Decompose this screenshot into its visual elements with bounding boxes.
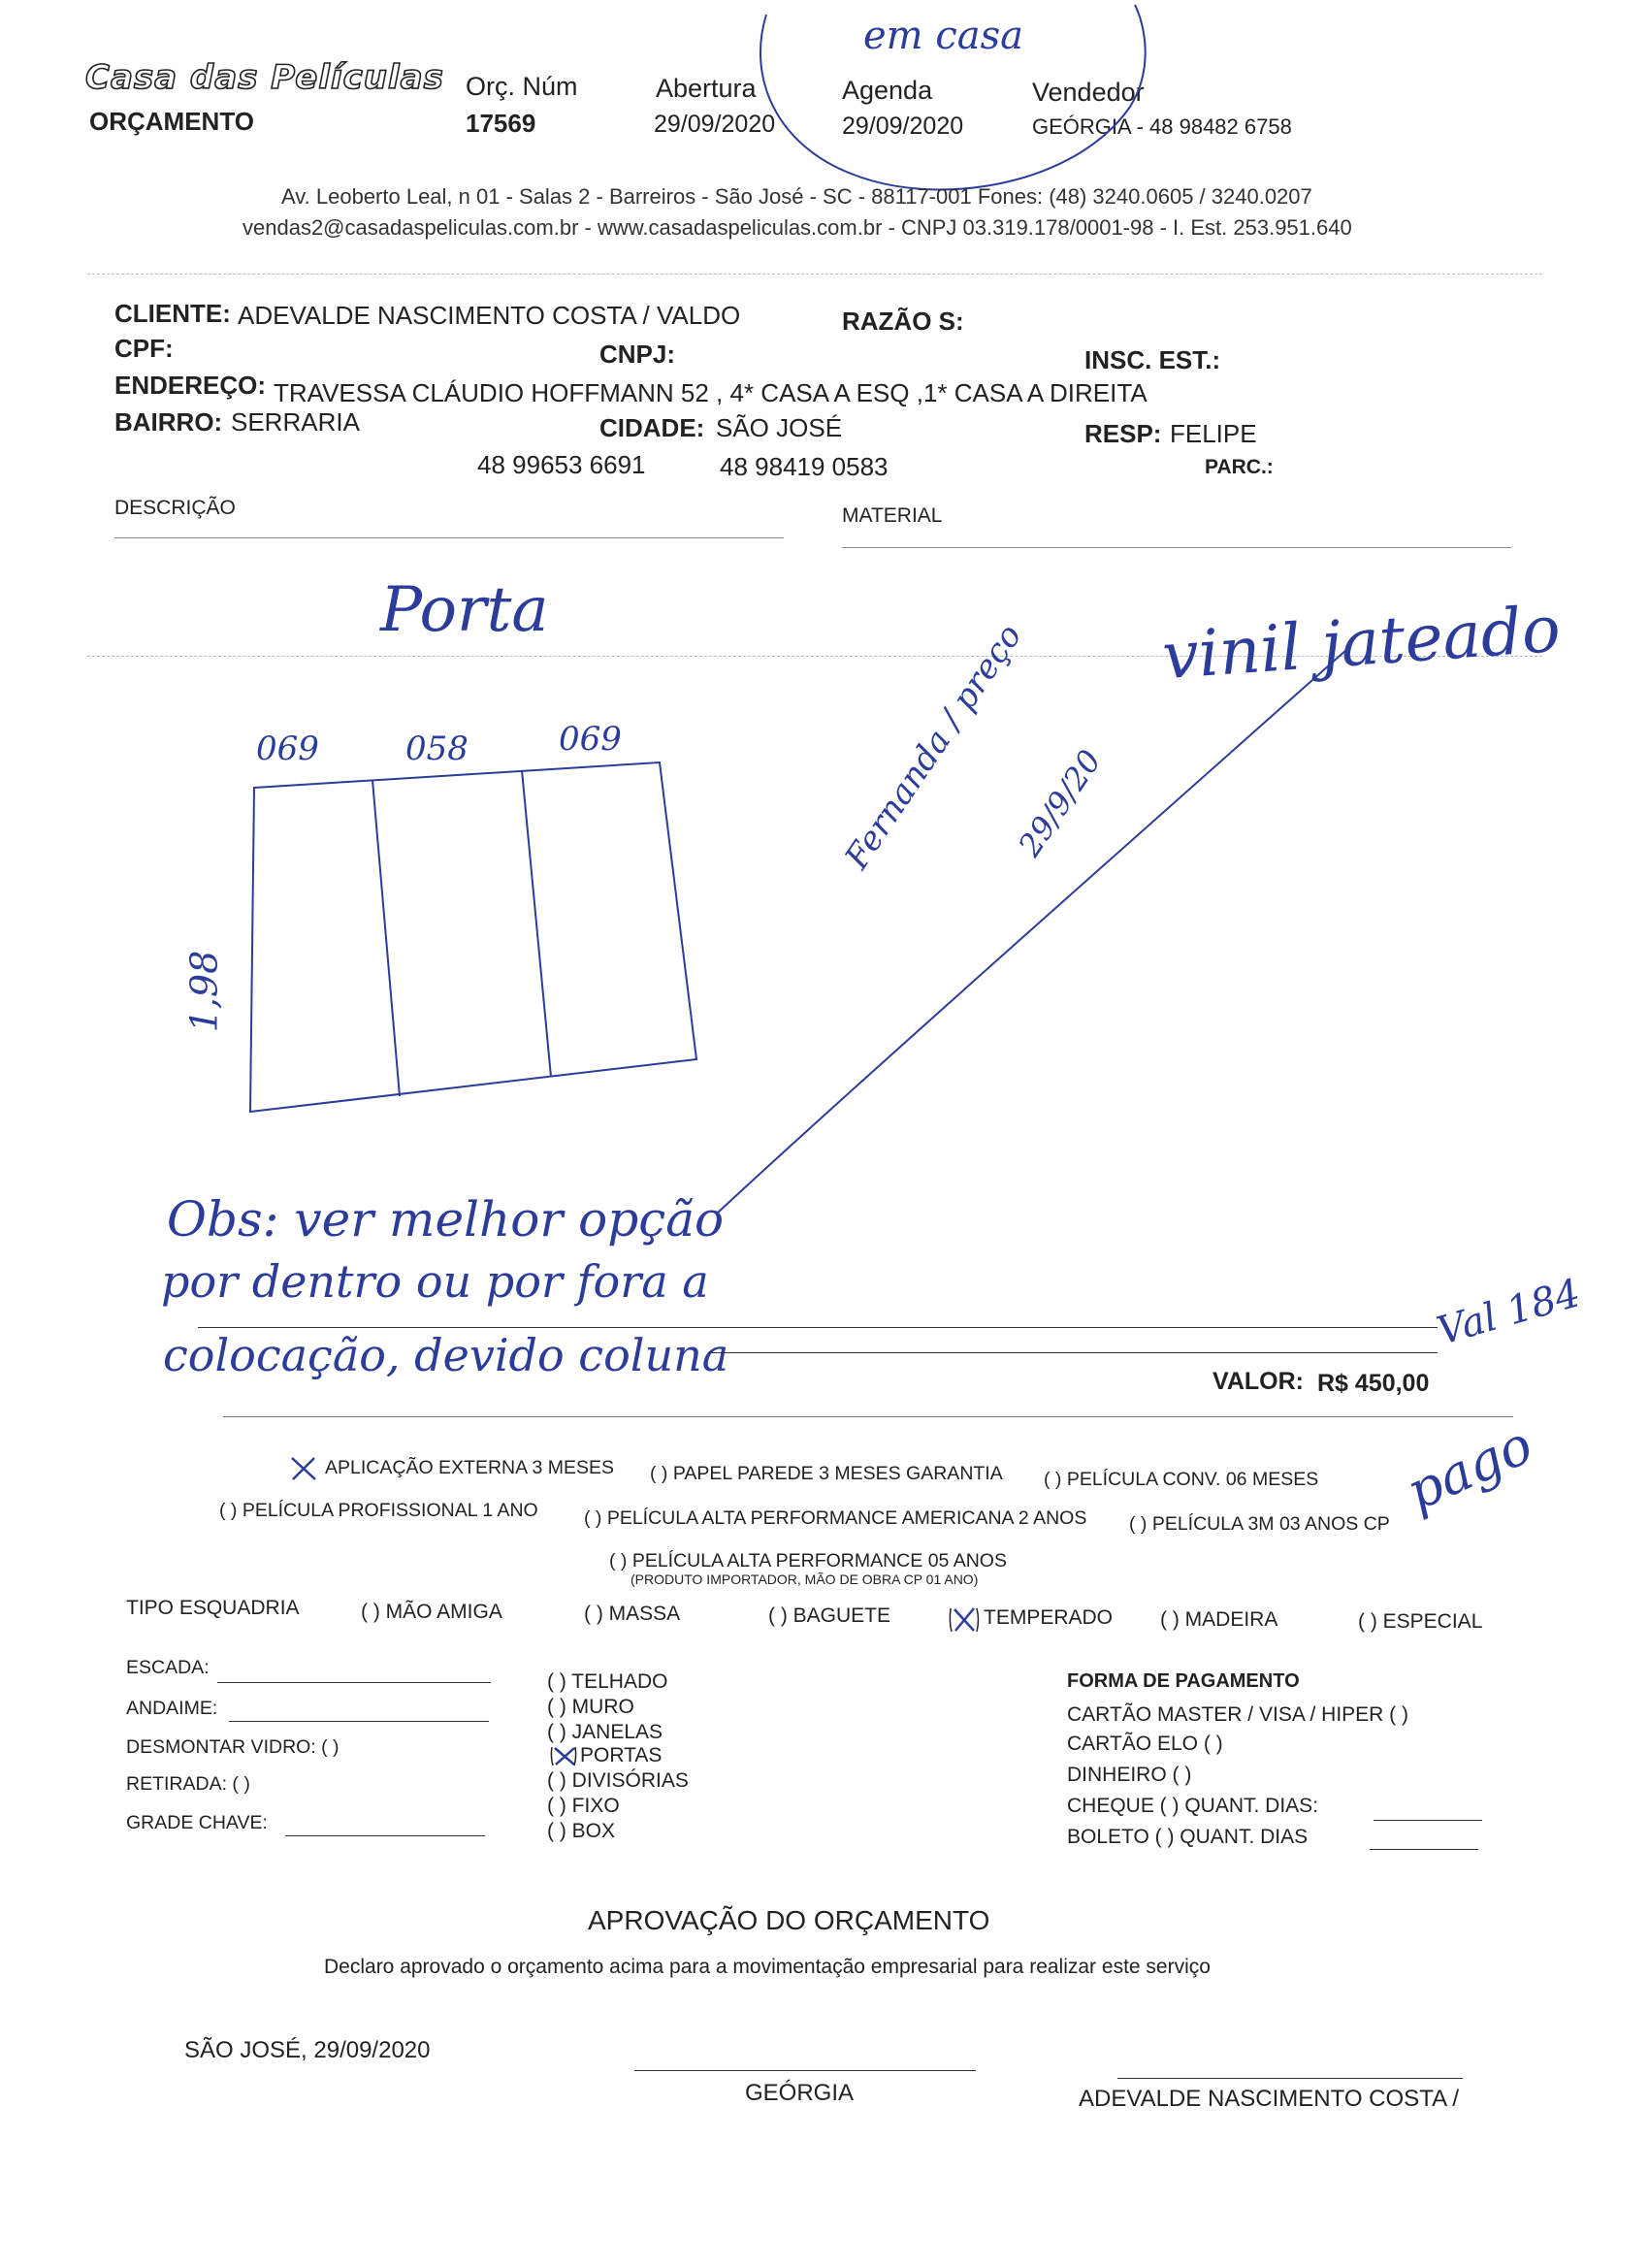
insc-label: INSC. EST.:	[1084, 345, 1221, 374]
side-note-2: pago	[1397, 1413, 1541, 1523]
signature-note: Fernanda / preço	[837, 617, 1030, 877]
parc-label: PARC.:	[1205, 456, 1274, 478]
descricao-underline	[114, 537, 784, 538]
x-mark-aplicacao	[289, 1455, 318, 1482]
dim-mid: 058	[405, 729, 469, 768]
abertura-label: Abertura	[656, 74, 757, 103]
agenda-label: Agenda	[842, 76, 933, 105]
andaime-line	[229, 1721, 489, 1722]
extra-andaime: ANDAIME:	[126, 1698, 218, 1719]
valor-underline	[223, 1416, 1513, 1417]
esquadria-massa: ( ) MASSA	[584, 1603, 681, 1625]
pagamento-boleto: BOLETO ( ) QUANT. DIAS	[1067, 1826, 1309, 1848]
dim-left: 069	[256, 729, 319, 768]
pagamento-cheque: CHEQUE ( ) QUANT. DIAS:	[1067, 1795, 1319, 1817]
service-pelicula-conv: ( ) PELÍCULA CONV. 06 MESES	[1044, 1469, 1319, 1490]
local-divisorias: ( ) DIVISÓRIAS	[547, 1769, 689, 1792]
cidade-value: SÃO JOSÉ	[716, 413, 843, 442]
cliente-value: ADEVALDE NASCIMENTO COSTA / VALDO	[238, 301, 741, 330]
company-logo: Casa das Películas	[85, 58, 444, 97]
x-mark-portas	[549, 1744, 578, 1767]
local-fixo: ( ) FIXO	[547, 1795, 620, 1817]
service-pelicula-alta-performance: ( ) PELÍCULA ALTA PERFORMANCE 05 ANOS	[609, 1550, 1007, 1571]
esquadria-mao-amiga: ( ) MÃO AMIGA	[361, 1601, 502, 1623]
signature-line-2	[1117, 2078, 1463, 2079]
phone-1: 48 99653 6691	[477, 450, 646, 479]
descricao-label: DESCRIÇÃO	[114, 497, 236, 519]
pagamento-cartao-master: CARTÃO MASTER / VISA / HIPER ( )	[1067, 1703, 1409, 1726]
abertura-value: 29/09/2020	[654, 111, 776, 138]
extra-grade-chave: GRADE CHAVE:	[126, 1812, 268, 1833]
resp-value: FELIPE	[1170, 419, 1257, 448]
valor-label: VALOR:	[1212, 1368, 1304, 1395]
side-note-1: Val 184	[1432, 1271, 1586, 1354]
cpf-label: CPF:	[114, 334, 174, 363]
signature-name-2: ADEVALDE NASCIMENTO COSTA /	[1079, 2086, 1460, 2112]
obs-underline-2	[708, 1352, 1438, 1353]
extra-retirada: RETIRADA: ( )	[126, 1773, 250, 1795]
escada-line	[217, 1682, 491, 1683]
boleto-line	[1370, 1849, 1478, 1850]
esquadria-label: TIPO ESQUADRIA	[126, 1597, 300, 1619]
endereco-value: TRAVESSA CLÁUDIO HOFFMANN 52 , 4* CASA A ESQ ,1* CASA A DIREITA	[274, 378, 1148, 407]
bairro-value: SERRARIA	[231, 407, 360, 437]
document-type: ORÇAMENTO	[89, 107, 254, 136]
vendedor-label: Vendedor	[1032, 78, 1145, 107]
agenda-value: 29/09/2020	[842, 113, 964, 140]
service-pelicula-profissional: ( ) PELÍCULA PROFISSIONAL 1 ANO	[219, 1500, 538, 1521]
door-sketch	[175, 737, 718, 1125]
service-pelicula-3m: ( ) PELÍCULA 3M 03 ANOS CP	[1129, 1513, 1390, 1535]
material-label: MATERIAL	[842, 504, 943, 527]
vendedor-value: GEÓRGIA - 48 98482 6758	[1032, 114, 1292, 139]
approval-title: APROVAÇÃO DO ORÇAMENTO	[588, 1905, 990, 1935]
signature-line-1	[634, 2070, 976, 2071]
signature-line	[698, 640, 1377, 1222]
endereco-label: ENDEREÇO:	[114, 371, 267, 400]
local-box: ( ) BOX	[547, 1820, 616, 1842]
cidade-label: CIDADE:	[599, 413, 705, 442]
local-janelas: ( ) JANELAS	[547, 1721, 663, 1743]
service-aplicacao-externa: APLICAÇÃO EXTERNA 3 MESES	[325, 1457, 615, 1478]
orc-num-label: Orç. Núm	[466, 72, 578, 101]
phone-2: 48 98419 0583	[720, 452, 889, 481]
valor-value: R$ 450,00	[1317, 1370, 1430, 1397]
razao-label: RAZÃO S:	[842, 307, 964, 336]
local-portas: PORTAS	[580, 1744, 663, 1766]
x-mark-temperado	[947, 1604, 982, 1634]
pagamento-title: FORMA DE PAGAMENTO	[1067, 1670, 1300, 1692]
obs-line-2: por dentro ou por fora a	[161, 1255, 709, 1308]
obs-line-1: Obs: ver melhor opção	[167, 1191, 725, 1247]
handwritten-porta: Porta	[380, 574, 549, 646]
extra-desmontar-vidro: DESMONTAR VIDRO: ( )	[126, 1736, 340, 1758]
approval-place-date: SÃO JOSÉ, 29/09/2020	[184, 2037, 431, 2063]
header-divider	[87, 274, 1542, 275]
service-note: (PRODUTO IMPORTADOR, MÃO DE OBRA CP 01 ANO)	[630, 1571, 979, 1587]
top-note: em casa	[863, 14, 1023, 58]
handwritten-vinil: vinil jateado	[1159, 591, 1564, 695]
orc-num-value: 17569	[466, 109, 536, 138]
esquadria-temperado: TEMPERADO	[984, 1606, 1114, 1629]
material-underline	[842, 547, 1511, 548]
signature-name-1: GEÓRGIA	[745, 2080, 855, 2106]
esquadria-baguete: ( ) BAGUETE	[768, 1604, 891, 1627]
obs-line-3: colocação, devido coluna	[163, 1329, 729, 1381]
service-papel-parede: ( ) PAPEL PAREDE 3 MESES GARANTIA	[650, 1463, 1003, 1484]
address-line-1: Av. Leoberto Leal, n 01 - Salas 2 - Barreiros - São José - SC - 88117-001 Fones: (48) 3240.0605 / 3240.0207	[281, 184, 1312, 209]
obs-underline-1	[198, 1327, 1438, 1328]
extra-escada: ESCADA:	[126, 1657, 210, 1678]
signature-date: 29/9/20	[1011, 743, 1109, 863]
cliente-label: CLIENTE:	[114, 299, 231, 328]
dim-right: 069	[559, 720, 622, 759]
cheque-line	[1374, 1820, 1482, 1821]
cnpj-label: CNPJ:	[599, 340, 676, 369]
approval-text: Declaro aprovado o orçamento acima para a movimentação empresarial para realizar este serviço	[324, 1956, 1211, 1978]
address-line-2: vendas2@casadaspeliculas.com.br - www.casadaspeliculas.com.br - CNPJ 03.319.178/0001-98 - I. Est. 253.951.640	[242, 215, 1352, 240]
local-muro: ( ) MURO	[547, 1696, 634, 1718]
dim-height: 1,98	[182, 950, 226, 1033]
pagamento-dinheiro: DINHEIRO ( )	[1067, 1764, 1192, 1786]
grade-line	[285, 1835, 485, 1836]
pagamento-cartao-elo: CARTÃO ELO ( )	[1067, 1733, 1223, 1755]
service-pelicula-americana: ( ) PELÍCULA ALTA PERFORMANCE AMERICANA 2 ANOS	[584, 1507, 1087, 1529]
resp-label: RESP:	[1084, 419, 1162, 448]
local-telhado: ( ) TELHADO	[547, 1670, 668, 1693]
bairro-label: BAIRRO:	[114, 407, 223, 437]
esquadria-especial: ( ) ESPECIAL	[1358, 1610, 1483, 1633]
esquadria-madeira: ( ) MADEIRA	[1160, 1608, 1278, 1631]
